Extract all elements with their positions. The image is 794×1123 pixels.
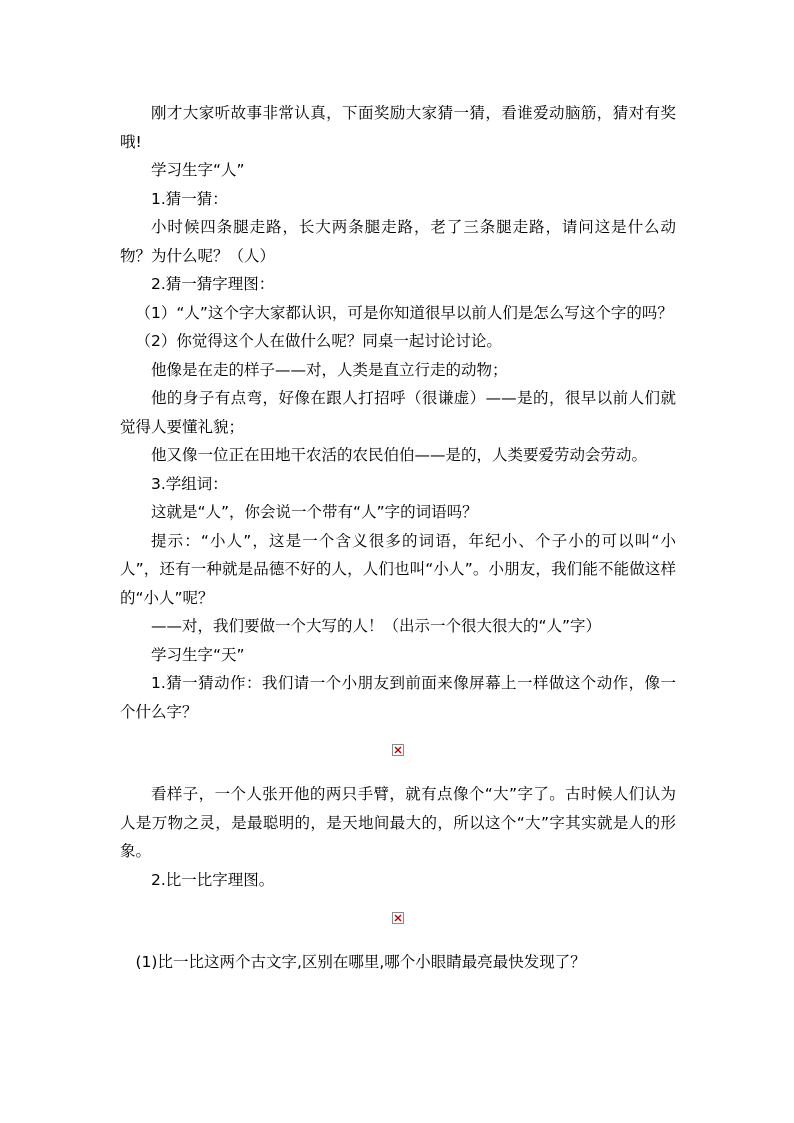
compare-question-paragraph: (1)比一比这两个古文字,区别在哪里,哪个小眼睛最亮最快发现了？ [135, 953, 586, 971]
step-guess-heading: 1.猜一猜： [151, 189, 228, 208]
answer-greeting-paragraph: 他的身子有点弯，好像在跟人打招呼（很谦虚）——是的，很早以前人们就觉得人要懂礼貌； [120, 389, 676, 436]
da-explanation-paragraph: 看样子，一个人张开他的两只手臂，就有点像个“大”字了。古时候人们认为人是万物之灵，是最聪明的，是天地间最大的，所以这个“大”字其实就是人的形象。 [120, 785, 676, 860]
image-placeholder-2 [120, 894, 676, 942]
question-2-paragraph: （2）你觉得这个人在做什么呢？同桌一起讨论讨论。 [135, 332, 502, 350]
broken-image-icon [392, 744, 404, 756]
answer-farmer-paragraph: 他又像一位正在田地干农活的农民伯伯——是的，人类要爱劳动会劳动。 [151, 446, 648, 464]
answer-walking-paragraph: 他像是在走的样子——对，人类是直立行走的动物； [151, 360, 508, 379]
image-placeholder-1 [120, 726, 676, 774]
big-ren-paragraph: ——对，我们要做一个大写的人！（出示一个很大很大的“人”字） [151, 617, 602, 635]
step-glyph-image-heading: 2.猜一猜字理图： [151, 275, 275, 293]
step-word-building-heading: 3.学组词： [151, 474, 228, 493]
intro-paragraph: 刚才大家听故事非常认真，下面奖励大家猜一猜，看谁爱动脑筋，猜对有奖哦! [120, 104, 676, 151]
section-heading-ren: 学习生字“人” [151, 161, 245, 179]
document-body [120, 99, 676, 977]
hint-paragraph: 提示：“小人”，这是一个含义很多的词语，年纪小、个子小的可以叫“小人”，还有一种就是品德不好的人，人们也叫“小人”。小朋友，我们能不能做这样的“小人”呢？ [120, 531, 676, 607]
question-1-paragraph: （1）“人”这个字大家都认识，可是你知道很早以前人们是怎么写这个字的吗？ [135, 303, 673, 322]
word-question-paragraph: 这就是“人”，你会说一个带有“人”字的词语吗？ [151, 503, 478, 521]
riddle-paragraph: 小时候四条腿走路，长大两条腿走路，老了三条腿走路，请问这是什么动物？为什么呢？（人） [120, 218, 676, 265]
action-guess-paragraph: 1.猜一猜动作：我们请一个小朋友到前面来像屏幕上一样做这个动作，像一个什么字？ [120, 674, 676, 721]
section-heading-tian: 学习生字“天” [151, 645, 245, 664]
broken-image-icon [392, 912, 404, 924]
step-compare-heading: 2.比一比字理图。 [151, 870, 275, 889]
